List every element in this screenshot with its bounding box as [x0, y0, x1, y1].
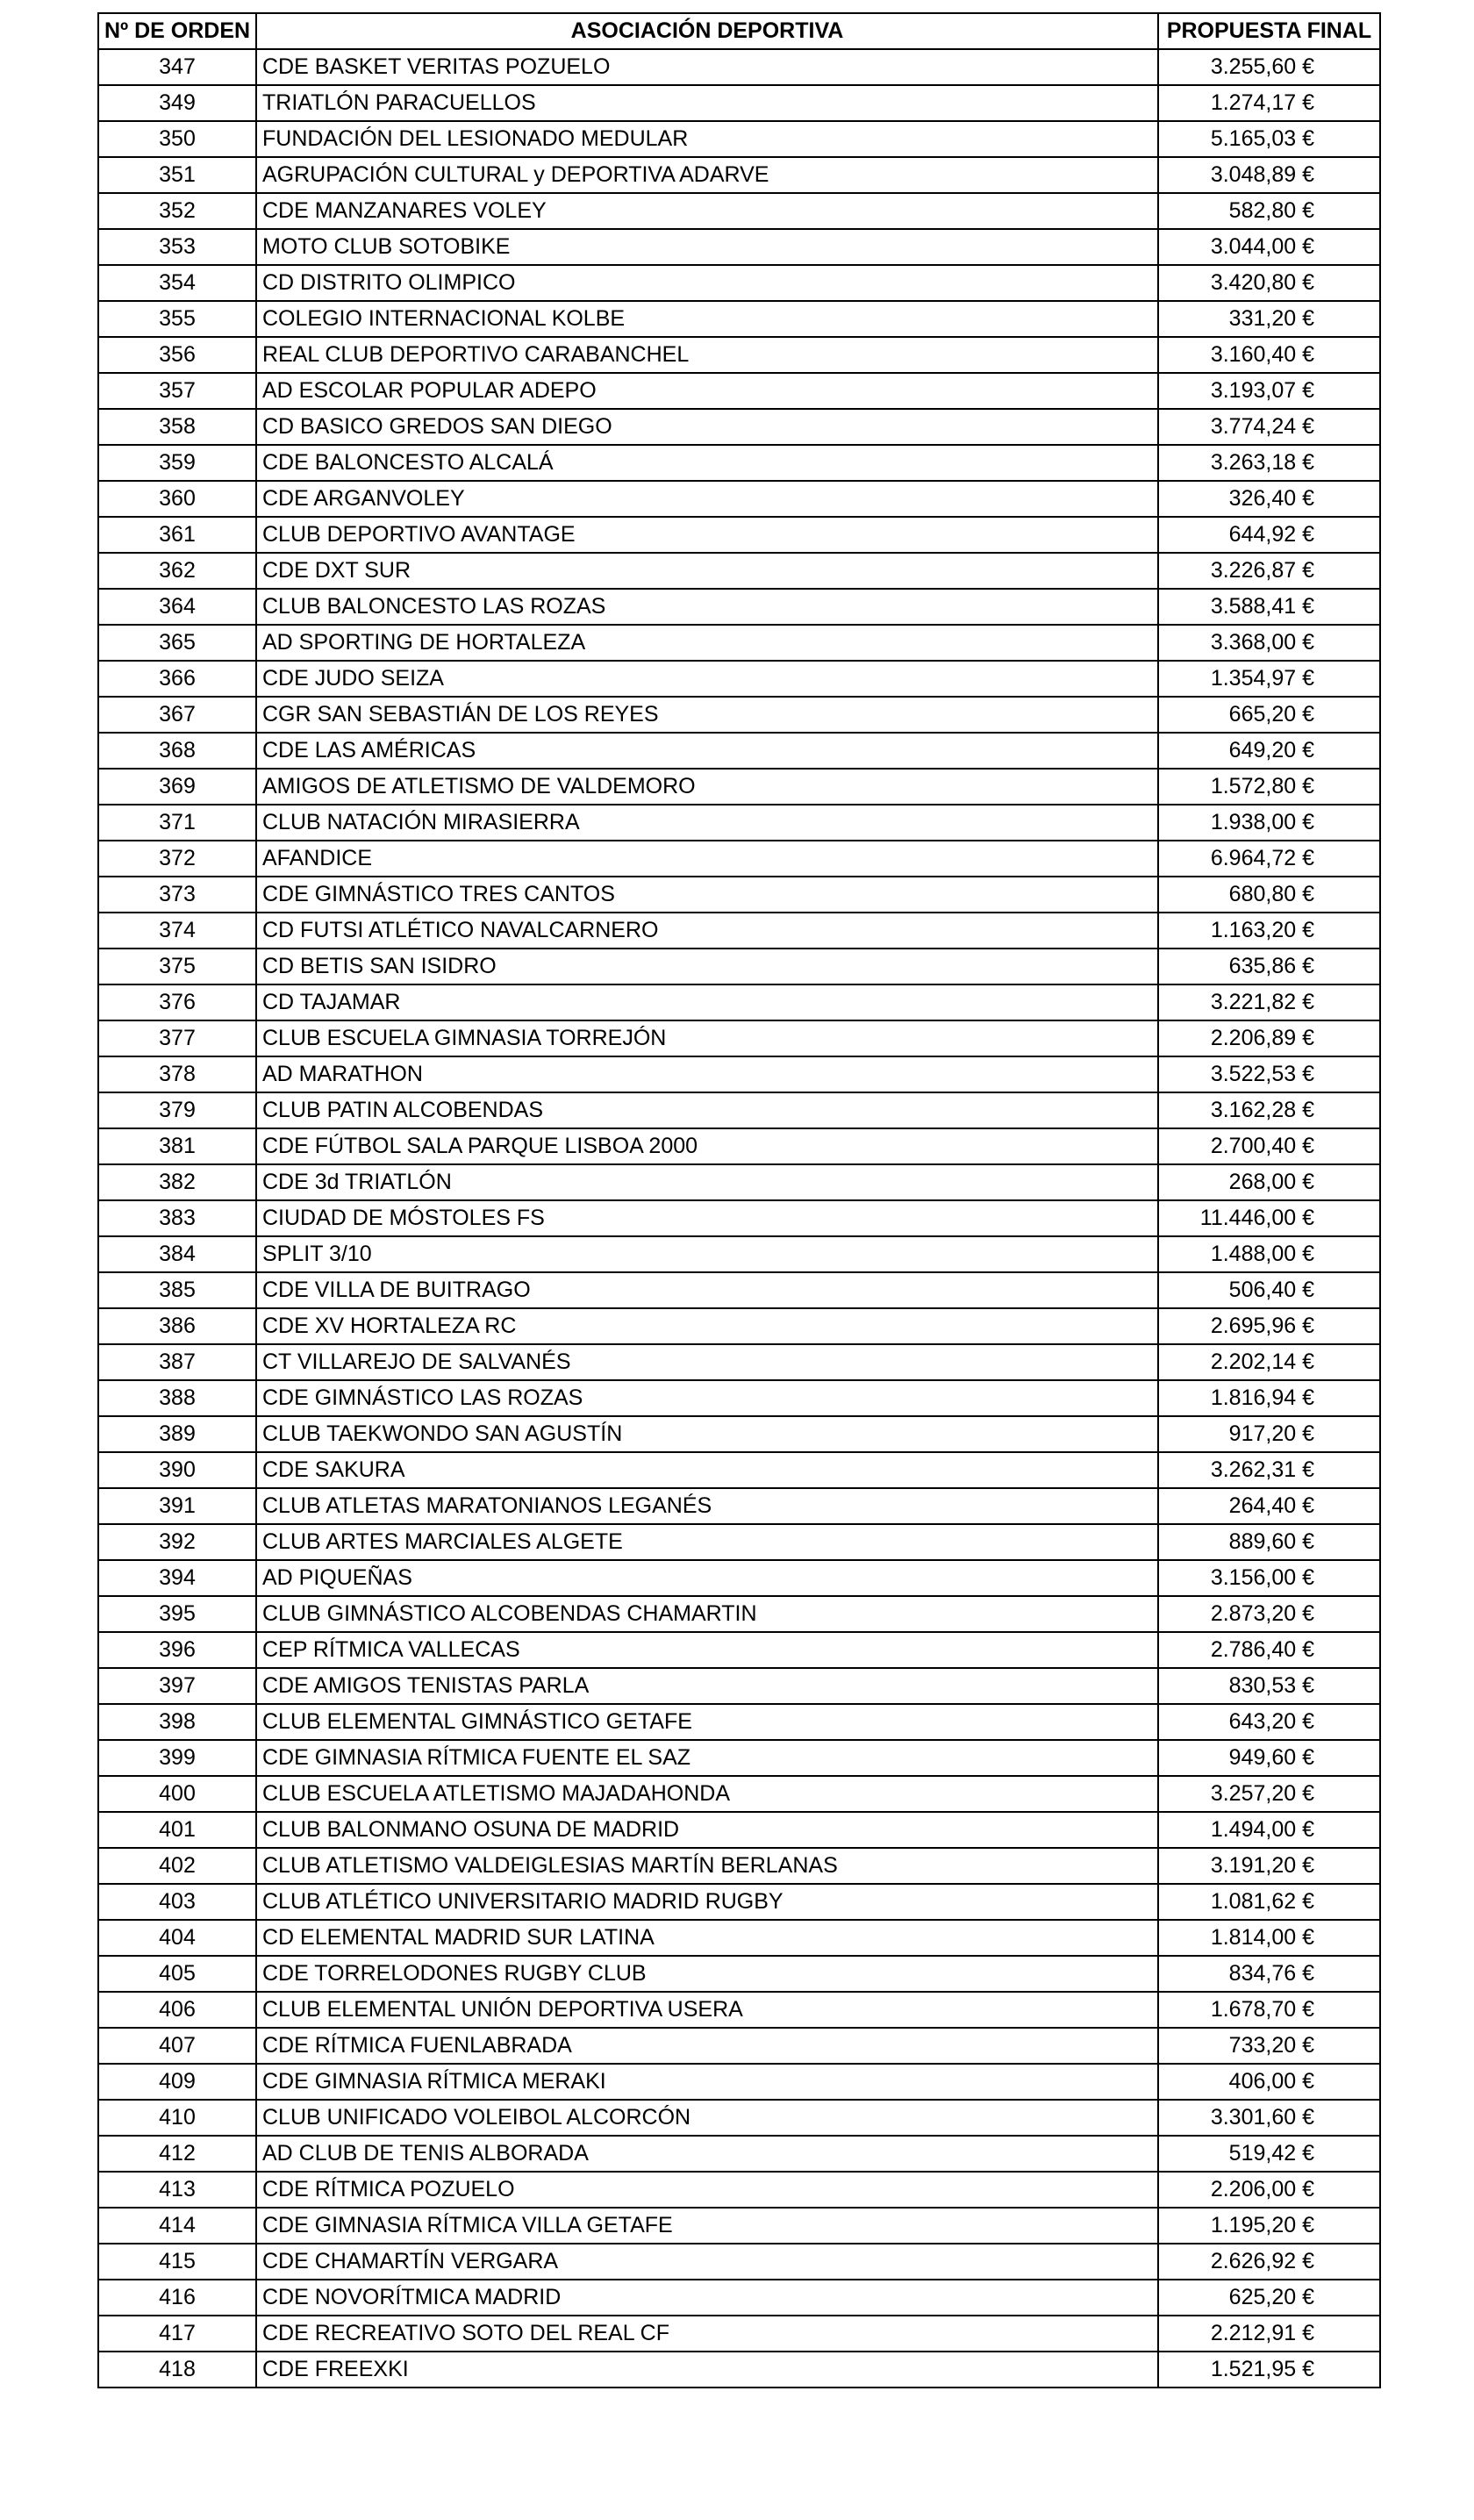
order-number-cell: 350 — [98, 121, 256, 157]
order-number-cell: 394 — [98, 1560, 256, 1596]
final-amount-cell: 834,76 € — [1158, 1956, 1380, 1992]
association-name-cell: TRIATLÓN PARACUELLOS — [256, 85, 1158, 121]
association-name-cell: CT VILLAREJO DE SALVANÉS — [256, 1344, 1158, 1380]
association-name-cell: CDE ARGANVOLEY — [256, 481, 1158, 517]
final-amount-cell: 3.301,60 € — [1158, 2100, 1380, 2136]
table-row — [98, 841, 1380, 877]
association-name-cell: CDE GIMNASIA RÍTMICA MERAKI — [256, 2064, 1158, 2100]
final-amount-cell: 3.162,28 € — [1158, 1092, 1380, 1128]
association-name-cell: CLUB DEPORTIVO AVANTAGE — [256, 517, 1158, 553]
order-number-cell: 399 — [98, 1740, 256, 1776]
order-number-cell: 361 — [98, 517, 256, 553]
order-number-cell: 352 — [98, 193, 256, 229]
association-name-cell: CDE AMIGOS TENISTAS PARLA — [256, 1668, 1158, 1704]
order-number-cell: 373 — [98, 877, 256, 913]
order-number-cell: 374 — [98, 913, 256, 949]
association-name-cell: CDE BALONCESTO ALCALÁ — [256, 445, 1158, 481]
association-name-cell: CDE RÍTMICA POZUELO — [256, 2172, 1158, 2208]
association-name-cell: CDE CHAMARTÍN VERGARA — [256, 2244, 1158, 2280]
final-amount-cell: 506,40 € — [1158, 1272, 1380, 1308]
final-amount-cell: 733,20 € — [1158, 2028, 1380, 2064]
order-number-cell: 410 — [98, 2100, 256, 2136]
table-row — [98, 1740, 1380, 1776]
table-row — [98, 1344, 1380, 1380]
association-name-cell: CD TAJAMAR — [256, 984, 1158, 1020]
table-row — [98, 1668, 1380, 1704]
order-number-cell: 418 — [98, 2352, 256, 2388]
order-number-cell: 383 — [98, 1200, 256, 1236]
final-amount-cell: 326,40 € — [1158, 481, 1380, 517]
table-body — [98, 49, 1380, 2388]
table-row — [98, 49, 1380, 85]
order-number-cell: 369 — [98, 769, 256, 805]
table-row — [98, 1488, 1380, 1524]
association-name-cell: AD PIQUEÑAS — [256, 1560, 1158, 1596]
association-name-cell: CLUB PATIN ALCOBENDAS — [256, 1092, 1158, 1128]
association-name-cell: CLUB ESCUELA ATLETISMO MAJADAHONDA — [256, 1776, 1158, 1812]
association-name-cell: CEP RÍTMICA VALLECAS — [256, 1632, 1158, 1668]
table-row — [98, 2172, 1380, 2208]
table-row — [98, 1308, 1380, 1344]
table-row — [98, 1200, 1380, 1236]
association-name-cell: CLUB ESCUELA GIMNASIA TORREJÓN — [256, 1020, 1158, 1056]
association-name-cell: CD BASICO GREDOS SAN DIEGO — [256, 409, 1158, 445]
order-number-cell: 402 — [98, 1848, 256, 1884]
association-name-cell: AFANDICE — [256, 841, 1158, 877]
table-row — [98, 2208, 1380, 2244]
order-number-cell: 366 — [98, 661, 256, 697]
order-number-cell: 407 — [98, 2028, 256, 2064]
final-amount-cell: 2.202,14 € — [1158, 1344, 1380, 1380]
association-name-cell: CDE JUDO SEIZA — [256, 661, 1158, 697]
table-row — [98, 949, 1380, 984]
order-number-cell: 351 — [98, 157, 256, 193]
association-name-cell: CGR SAN SEBASTIÁN DE LOS REYES — [256, 697, 1158, 733]
final-amount-cell: 1.488,00 € — [1158, 1236, 1380, 1272]
association-name-cell: CLUB TAEKWONDO SAN AGUSTÍN — [256, 1416, 1158, 1452]
order-number-cell: 396 — [98, 1632, 256, 1668]
order-number-cell: 401 — [98, 1812, 256, 1848]
table-row — [98, 337, 1380, 373]
final-amount-cell: 3.257,20 € — [1158, 1776, 1380, 1812]
final-amount-cell: 680,80 € — [1158, 877, 1380, 913]
association-name-cell: AGRUPACIÓN CULTURAL y DEPORTIVA ADARVE — [256, 157, 1158, 193]
final-amount-cell: 3.263,18 € — [1158, 445, 1380, 481]
association-name-cell: REAL CLUB DEPORTIVO CARABANCHEL — [256, 337, 1158, 373]
table-row — [98, 1560, 1380, 1596]
order-number-cell: 389 — [98, 1416, 256, 1452]
final-amount-cell: 3.588,41 € — [1158, 589, 1380, 625]
order-number-cell: 382 — [98, 1164, 256, 1200]
order-number-cell: 362 — [98, 553, 256, 589]
table-row — [98, 1164, 1380, 1200]
association-name-cell: CLUB ELEMENTAL UNIÓN DEPORTIVA USERA — [256, 1992, 1158, 2028]
order-number-cell: 381 — [98, 1128, 256, 1164]
table-row — [98, 229, 1380, 265]
final-amount-cell: 1.274,17 € — [1158, 85, 1380, 121]
association-name-cell: CLUB ATLÉTICO UNIVERSITARIO MADRID RUGBY — [256, 1884, 1158, 1920]
header-order-number: Nº DE ORDEN — [98, 13, 256, 49]
table-row — [98, 913, 1380, 949]
table-row — [98, 1992, 1380, 2028]
table-row — [98, 1056, 1380, 1092]
association-name-cell: MOTO CLUB SOTOBIKE — [256, 229, 1158, 265]
order-number-cell: 372 — [98, 841, 256, 877]
final-amount-cell: 644,92 € — [1158, 517, 1380, 553]
order-number-cell: 375 — [98, 949, 256, 984]
order-number-cell: 398 — [98, 1704, 256, 1740]
table-row — [98, 877, 1380, 913]
table-row — [98, 2028, 1380, 2064]
order-number-cell: 387 — [98, 1344, 256, 1380]
final-amount-cell: 3.193,07 € — [1158, 373, 1380, 409]
table-row — [98, 2136, 1380, 2172]
final-amount-cell: 3.048,89 € — [1158, 157, 1380, 193]
table-row — [98, 301, 1380, 337]
table-row — [98, 1020, 1380, 1056]
final-amount-cell: 2.626,92 € — [1158, 2244, 1380, 2280]
final-amount-cell: 3.255,60 € — [1158, 49, 1380, 85]
order-number-cell: 376 — [98, 984, 256, 1020]
association-name-cell: CDE GIMNÁSTICO TRES CANTOS — [256, 877, 1158, 913]
order-number-cell: 413 — [98, 2172, 256, 2208]
final-amount-cell: 1.678,70 € — [1158, 1992, 1380, 2028]
order-number-cell: 404 — [98, 1920, 256, 1956]
table-row — [98, 1452, 1380, 1488]
table-row — [98, 2244, 1380, 2280]
association-name-cell: AMIGOS DE ATLETISMO DE VALDEMORO — [256, 769, 1158, 805]
association-name-cell: CDE RÍTMICA FUENLABRADA — [256, 2028, 1158, 2064]
table-row — [98, 265, 1380, 301]
final-amount-cell: 6.964,72 € — [1158, 841, 1380, 877]
final-amount-cell: 331,20 € — [1158, 301, 1380, 337]
final-amount-cell: 582,80 € — [1158, 193, 1380, 229]
table-row — [98, 1524, 1380, 1560]
header-sports-association: ASOCIACIÓN DEPORTIVA — [256, 13, 1158, 49]
order-number-cell: 367 — [98, 697, 256, 733]
final-amount-cell: 3.191,20 € — [1158, 1848, 1380, 1884]
order-number-cell: 356 — [98, 337, 256, 373]
final-amount-cell: 1.081,62 € — [1158, 1884, 1380, 1920]
final-amount-cell: 5.165,03 € — [1158, 121, 1380, 157]
association-name-cell: CD ELEMENTAL MADRID SUR LATINA — [256, 1920, 1158, 1956]
association-name-cell: AD ESCOLAR POPULAR ADEPO — [256, 373, 1158, 409]
order-number-cell: 347 — [98, 49, 256, 85]
table-row — [98, 1848, 1380, 1884]
final-amount-cell: 406,00 € — [1158, 2064, 1380, 2100]
table-row — [98, 157, 1380, 193]
final-amount-cell: 635,86 € — [1158, 949, 1380, 984]
order-number-cell: 405 — [98, 1956, 256, 1992]
association-name-cell: CDE RECREATIVO SOTO DEL REAL CF — [256, 2316, 1158, 2352]
table-row — [98, 1128, 1380, 1164]
final-amount-cell: 1.494,00 € — [1158, 1812, 1380, 1848]
table-row — [98, 2280, 1380, 2316]
association-name-cell: CDE LAS AMÉRICAS — [256, 733, 1158, 769]
table-row — [98, 193, 1380, 229]
order-number-cell: 406 — [98, 1992, 256, 2028]
association-name-cell: CDE TORRELODONES RUGBY CLUB — [256, 1956, 1158, 1992]
final-amount-cell: 665,20 € — [1158, 697, 1380, 733]
association-name-cell: CLUB GIMNÁSTICO ALCOBENDAS CHAMARTIN — [256, 1596, 1158, 1632]
order-number-cell: 360 — [98, 481, 256, 517]
final-amount-cell: 2.206,00 € — [1158, 2172, 1380, 2208]
table-row — [98, 625, 1380, 661]
table-row — [98, 661, 1380, 697]
association-name-cell: CDE SAKURA — [256, 1452, 1158, 1488]
association-name-cell: CLUB ELEMENTAL GIMNÁSTICO GETAFE — [256, 1704, 1158, 1740]
order-number-cell: 414 — [98, 2208, 256, 2244]
final-amount-cell: 2.873,20 € — [1158, 1596, 1380, 1632]
association-name-cell: AD MARATHON — [256, 1056, 1158, 1092]
order-number-cell: 390 — [98, 1452, 256, 1488]
order-number-cell: 357 — [98, 373, 256, 409]
association-name-cell: CLUB ARTES MARCIALES ALGETE — [256, 1524, 1158, 1560]
table-row — [98, 1956, 1380, 1992]
order-number-cell: 395 — [98, 1596, 256, 1632]
table-header — [98, 13, 1380, 49]
final-amount-cell: 3.774,24 € — [1158, 409, 1380, 445]
final-amount-cell: 264,40 € — [1158, 1488, 1380, 1524]
final-amount-cell: 2.206,89 € — [1158, 1020, 1380, 1056]
final-amount-cell: 830,53 € — [1158, 1668, 1380, 1704]
table-row — [98, 1704, 1380, 1740]
association-name-cell: CLUB ATLETAS MARATONIANOS LEGANÉS — [256, 1488, 1158, 1524]
association-name-cell: CDE VILLA DE BUITRAGO — [256, 1272, 1158, 1308]
subsidy-table — [97, 12, 1381, 2388]
final-amount-cell: 1.938,00 € — [1158, 805, 1380, 841]
final-amount-cell: 649,20 € — [1158, 733, 1380, 769]
table-row — [98, 1596, 1380, 1632]
association-name-cell: CLUB BALONCESTO LAS ROZAS — [256, 589, 1158, 625]
final-amount-cell: 2.212,91 € — [1158, 2316, 1380, 2352]
final-amount-cell: 3.221,82 € — [1158, 984, 1380, 1020]
association-name-cell: CDE BASKET VERITAS POZUELO — [256, 49, 1158, 85]
order-number-cell: 392 — [98, 1524, 256, 1560]
final-amount-cell: 625,20 € — [1158, 2280, 1380, 2316]
order-number-cell: 364 — [98, 589, 256, 625]
table-row — [98, 2316, 1380, 2352]
table-row — [98, 1416, 1380, 1452]
order-number-cell: 400 — [98, 1776, 256, 1812]
final-amount-cell: 3.262,31 € — [1158, 1452, 1380, 1488]
order-number-cell: 385 — [98, 1272, 256, 1308]
order-number-cell: 386 — [98, 1308, 256, 1344]
order-number-cell: 415 — [98, 2244, 256, 2280]
table-row — [98, 409, 1380, 445]
final-amount-cell: 1.354,97 € — [1158, 661, 1380, 697]
association-name-cell: CDE GIMNASIA RÍTMICA VILLA GETAFE — [256, 2208, 1158, 2244]
final-amount-cell: 1.195,20 € — [1158, 2208, 1380, 2244]
association-name-cell: COLEGIO INTERNACIONAL KOLBE — [256, 301, 1158, 337]
association-name-cell: CIUDAD DE MÓSTOLES FS — [256, 1200, 1158, 1236]
order-number-cell: 355 — [98, 301, 256, 337]
table-row — [98, 769, 1380, 805]
association-name-cell: CDE DXT SUR — [256, 553, 1158, 589]
table-row — [98, 445, 1380, 481]
final-amount-cell: 889,60 € — [1158, 1524, 1380, 1560]
table-row — [98, 1632, 1380, 1668]
table-row — [98, 589, 1380, 625]
association-name-cell: SPLIT 3/10 — [256, 1236, 1158, 1272]
table-row — [98, 2064, 1380, 2100]
table-row — [98, 1272, 1380, 1308]
final-amount-cell: 1.814,00 € — [1158, 1920, 1380, 1956]
order-number-cell: 365 — [98, 625, 256, 661]
table-row — [98, 733, 1380, 769]
table-row — [98, 1884, 1380, 1920]
order-number-cell: 391 — [98, 1488, 256, 1524]
final-amount-cell: 3.522,53 € — [1158, 1056, 1380, 1092]
order-number-cell: 379 — [98, 1092, 256, 1128]
order-number-cell: 409 — [98, 2064, 256, 2100]
association-name-cell: CDE FREEXKI — [256, 2352, 1158, 2388]
final-amount-cell: 2.700,40 € — [1158, 1128, 1380, 1164]
final-amount-cell: 3.160,40 € — [1158, 337, 1380, 373]
order-number-cell: 359 — [98, 445, 256, 481]
association-name-cell: CLUB NATACIÓN MIRASIERRA — [256, 805, 1158, 841]
final-amount-cell: 1.816,94 € — [1158, 1380, 1380, 1416]
table-row — [98, 553, 1380, 589]
order-number-cell: 388 — [98, 1380, 256, 1416]
final-amount-cell: 1.572,80 € — [1158, 769, 1380, 805]
final-amount-cell: 949,60 € — [1158, 1740, 1380, 1776]
order-number-cell: 378 — [98, 1056, 256, 1092]
header-row — [98, 13, 1380, 49]
table-row — [98, 481, 1380, 517]
table-row — [98, 1920, 1380, 1956]
table-row — [98, 517, 1380, 553]
association-name-cell: CDE XV HORTALEZA RC — [256, 1308, 1158, 1344]
table-row — [98, 121, 1380, 157]
final-amount-cell: 2.786,40 € — [1158, 1632, 1380, 1668]
table-row — [98, 805, 1380, 841]
table-row — [98, 1236, 1380, 1272]
order-number-cell: 368 — [98, 733, 256, 769]
order-number-cell: 377 — [98, 1020, 256, 1056]
final-amount-cell: 11.446,00 € — [1158, 1200, 1380, 1236]
final-amount-cell: 3.156,00 € — [1158, 1560, 1380, 1596]
table-row — [98, 1776, 1380, 1812]
table-row — [98, 984, 1380, 1020]
final-amount-cell: 3.368,00 € — [1158, 625, 1380, 661]
association-name-cell: CDE GIMNASIA RÍTMICA FUENTE EL SAZ — [256, 1740, 1158, 1776]
association-name-cell: FUNDACIÓN DEL LESIONADO MEDULAR — [256, 121, 1158, 157]
final-amount-cell: 1.521,95 € — [1158, 2352, 1380, 2388]
table-row — [98, 2352, 1380, 2388]
final-amount-cell: 3.420,80 € — [1158, 265, 1380, 301]
table-row — [98, 373, 1380, 409]
final-amount-cell: 3.044,00 € — [1158, 229, 1380, 265]
order-number-cell: 349 — [98, 85, 256, 121]
table-row — [98, 2100, 1380, 2136]
association-name-cell: CDE 3d TRIATLÓN — [256, 1164, 1158, 1200]
association-name-cell: CDE NOVORÍTMICA MADRID — [256, 2280, 1158, 2316]
final-amount-cell: 268,00 € — [1158, 1164, 1380, 1200]
association-name-cell: CLUB UNIFICADO VOLEIBOL ALCORCÓN — [256, 2100, 1158, 2136]
association-name-cell: CD BETIS SAN ISIDRO — [256, 949, 1158, 984]
table-row — [98, 1380, 1380, 1416]
order-number-cell: 358 — [98, 409, 256, 445]
final-amount-cell: 519,42 € — [1158, 2136, 1380, 2172]
association-name-cell: CLUB ATLETISMO VALDEIGLESIAS MARTÍN BERLANAS — [256, 1848, 1158, 1884]
final-amount-cell: 917,20 € — [1158, 1416, 1380, 1452]
order-number-cell: 417 — [98, 2316, 256, 2352]
order-number-cell: 416 — [98, 2280, 256, 2316]
association-name-cell: CD FUTSI ATLÉTICO NAVALCARNERO — [256, 913, 1158, 949]
table-row — [98, 697, 1380, 733]
table-row — [98, 1812, 1380, 1848]
association-name-cell: AD CLUB DE TENIS ALBORADA — [256, 2136, 1158, 2172]
order-number-cell: 353 — [98, 229, 256, 265]
table-row — [98, 1092, 1380, 1128]
final-amount-cell: 3.226,87 € — [1158, 553, 1380, 589]
association-name-cell: CDE MANZANARES VOLEY — [256, 193, 1158, 229]
final-amount-cell: 2.695,96 € — [1158, 1308, 1380, 1344]
order-number-cell: 384 — [98, 1236, 256, 1272]
header-final-proposal: PROPUESTA FINAL — [1158, 13, 1380, 49]
association-name-cell: CDE GIMNÁSTICO LAS ROZAS — [256, 1380, 1158, 1416]
association-name-cell: CDE FÚTBOL SALA PARQUE LISBOA 2000 — [256, 1128, 1158, 1164]
association-name-cell: CLUB BALONMANO OSUNA DE MADRID — [256, 1812, 1158, 1848]
association-name-cell: CD DISTRITO OLIMPICO — [256, 265, 1158, 301]
order-number-cell: 397 — [98, 1668, 256, 1704]
order-number-cell: 354 — [98, 265, 256, 301]
order-number-cell: 371 — [98, 805, 256, 841]
order-number-cell: 403 — [98, 1884, 256, 1920]
table-row — [98, 85, 1380, 121]
final-amount-cell: 1.163,20 € — [1158, 913, 1380, 949]
association-name-cell: AD SPORTING DE HORTALEZA — [256, 625, 1158, 661]
order-number-cell: 412 — [98, 2136, 256, 2172]
final-amount-cell: 643,20 € — [1158, 1704, 1380, 1740]
